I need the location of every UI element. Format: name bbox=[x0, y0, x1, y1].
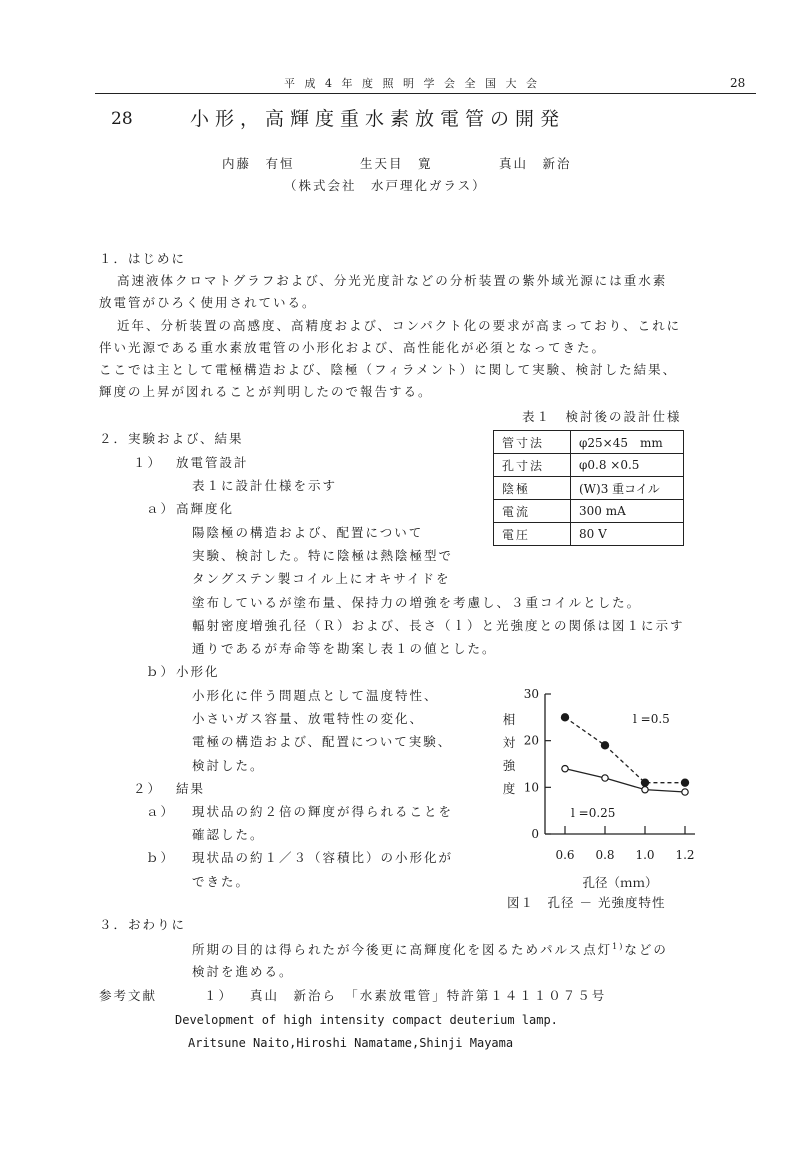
s3-line-2: 検討を進める。 bbox=[192, 964, 294, 979]
s2-b-label: ｂ） bbox=[146, 664, 176, 679]
s3-line-1 bbox=[192, 943, 668, 957]
table-value: (W)3 重コイル bbox=[571, 477, 684, 500]
author-3: 真山 新治 bbox=[499, 156, 572, 171]
s2-1-text: 表１に設計仕様を示す bbox=[192, 478, 338, 493]
y-axis-label-char: 強 bbox=[502, 758, 516, 773]
x-tick-label: 1.2 bbox=[675, 848, 695, 862]
table-value: 80 V bbox=[571, 523, 684, 546]
section-3-heading: ３．おわりに bbox=[99, 917, 187, 932]
table-row bbox=[494, 431, 684, 454]
y-tick-label: 0 bbox=[531, 827, 539, 841]
english-title: Development of high intensity compact deuterium lamp. bbox=[175, 1013, 558, 1027]
table-key: 電流 bbox=[494, 500, 571, 523]
s2-2-title: 結果 bbox=[176, 781, 206, 796]
s1-line-3: 近年、分析装置の高感度、高精度および、コンパクト化の要求が高まっており、これに bbox=[117, 318, 682, 333]
s2-a-line-1: 陽陰極の構造および、配置について bbox=[192, 525, 424, 540]
result-b-line-1: 現状品の約１／３（容積比）の小形化が bbox=[192, 850, 454, 865]
s2-b-line-3: 電極の構造および、配置について実験、 bbox=[192, 734, 453, 749]
s1-line-4: 伴い光源である重水素放電管の小形化および、高性能化が必須となってきた。 bbox=[99, 340, 607, 355]
reference-number: １） bbox=[204, 988, 234, 1003]
s2-b-title: 小形化 bbox=[176, 664, 220, 679]
table-row bbox=[494, 454, 684, 477]
result-b-line-2: できた。 bbox=[192, 874, 251, 889]
y-axis-label-char: 度 bbox=[502, 781, 516, 796]
s2-b-line-4: 検討した。 bbox=[192, 758, 265, 773]
x-tick-label: 0.6 bbox=[555, 848, 575, 862]
data-point bbox=[682, 789, 688, 795]
s3-line-1-text: 所期の目的は得られたが今後更に高輝度化を図るためパルス点灯 bbox=[192, 942, 613, 958]
data-point bbox=[641, 779, 648, 786]
series-label-2: l =0.25 bbox=[571, 806, 616, 820]
table-row bbox=[494, 523, 684, 546]
s2-a-line-2: 実験、検討した。特に陰極は熱陰極型で bbox=[192, 548, 454, 563]
data-point bbox=[642, 786, 648, 792]
data-point bbox=[561, 714, 568, 721]
data-point bbox=[681, 779, 688, 786]
section-2-heading: ２．実験および、結果 bbox=[99, 431, 244, 446]
s2-a-label: ａ） bbox=[146, 501, 176, 516]
y-tick-label: 30 bbox=[523, 687, 539, 701]
table-key: 孔寸法 bbox=[494, 454, 571, 477]
s2-a-title: 高輝度化 bbox=[176, 501, 235, 516]
table-value: 300 mA bbox=[571, 500, 684, 523]
result-a-line-2: 確認した。 bbox=[192, 827, 265, 842]
y-axis-label-char: 対 bbox=[502, 735, 516, 750]
affiliation: （株式会社 水戸理化ガラス） bbox=[284, 178, 487, 193]
s2-b-line-2: 小さいガス容量、放電特性の変化、 bbox=[192, 711, 425, 726]
s2-1-title: 放電管設計 bbox=[176, 455, 249, 470]
s1-line-6: 輝度の上昇が図れることが判明したので報告する。 bbox=[99, 384, 433, 399]
figure-1-caption: 図１ 孔径 － 光強度特性 bbox=[507, 895, 666, 910]
footnote-ref: 1) bbox=[612, 942, 625, 951]
x-axis-label: 孔径（ｍｍ） bbox=[582, 875, 658, 890]
table-row bbox=[494, 500, 684, 523]
data-point bbox=[601, 742, 608, 749]
data-point bbox=[562, 765, 568, 771]
section-1-heading: １．はじめに bbox=[99, 251, 187, 266]
conference-header: 平 成 4 年 度 照 明 学 会 全 国 大 会 bbox=[284, 77, 540, 90]
page-number: 28 bbox=[730, 76, 746, 90]
s1-line-1: 高速液体クロマトグラフおよび、分光光度計などの分析装置の紫外域光源には重水素 bbox=[117, 273, 668, 288]
s2-a-line-5: 輻射密度増強孔径（Ｒ）および、長さ（ｌ）と光強度との関係は図１に示す bbox=[192, 618, 685, 633]
result-b-label: ｂ） bbox=[146, 850, 176, 865]
author-1: 内藤 有恒 bbox=[222, 156, 295, 171]
table-key: 陰極 bbox=[494, 477, 571, 500]
header-rule bbox=[95, 93, 756, 94]
y-tick-label: 20 bbox=[523, 733, 539, 748]
s3-line-1-end: などの bbox=[624, 942, 668, 958]
s2-1-label: １） bbox=[133, 455, 163, 470]
y-axis-label-char: 相 bbox=[502, 712, 516, 727]
chart-plot-area bbox=[503, 687, 695, 890]
s1-line-2: 放電管がひろく使用されている。 bbox=[99, 295, 317, 310]
s2-a-line-6: 通りであるが寿命等を勘案し表１の値とした。 bbox=[192, 641, 497, 656]
author-2: 生天目 寛 bbox=[360, 156, 433, 171]
table-value: φ25×45 mm bbox=[571, 431, 684, 454]
table-key: 電圧 bbox=[494, 523, 571, 546]
figure-1-chart bbox=[495, 683, 725, 908]
series-line-2 bbox=[565, 769, 685, 792]
y-tick-label: 10 bbox=[523, 780, 539, 795]
s1-line-5: ここでは主として電極構造および、陰極（フィラメント）に関して実験、検討した結果、 bbox=[99, 362, 678, 377]
reference-entry: 真山 新治ら 「水素放電管」特許第１４１１０７５号 bbox=[250, 988, 607, 1003]
data-point bbox=[602, 775, 608, 781]
result-a-line-1: 現状品の約２倍の輝度が得られることを bbox=[192, 804, 454, 819]
table-row bbox=[494, 477, 684, 500]
s2-b-line-1: 小形化に伴う問題点として温度特性、 bbox=[192, 688, 439, 703]
spec-table bbox=[493, 430, 684, 546]
paper-title: 小形，高輝度重水素放電管の開発 bbox=[190, 108, 566, 130]
x-tick-label: 0.8 bbox=[595, 848, 615, 862]
x-tick-label: 1.0 bbox=[635, 848, 655, 862]
table-1-caption: 表１ 検討後の設計仕様 bbox=[522, 409, 682, 424]
paper-number: 28 bbox=[111, 109, 133, 129]
english-authors: Aritsune Naito,Hiroshi Namatame,Shinji Mayama bbox=[188, 1036, 514, 1050]
s2-a-line-4: 塗布しているが塗布量、保持力の増強を考慮し、３重コイルとした。 bbox=[192, 595, 642, 610]
references-heading: 参考文献 bbox=[99, 988, 158, 1003]
result-a-label: ａ） bbox=[146, 804, 176, 819]
table-value: φ0.8 ×0.5 bbox=[571, 454, 684, 477]
table-key: 管寸法 bbox=[494, 431, 571, 454]
s2-a-line-3: タングステン製コイル上にオキサイドを bbox=[192, 571, 451, 586]
series-label-1: l =0.5 bbox=[633, 712, 670, 726]
s2-2-label: ２） bbox=[133, 781, 163, 796]
